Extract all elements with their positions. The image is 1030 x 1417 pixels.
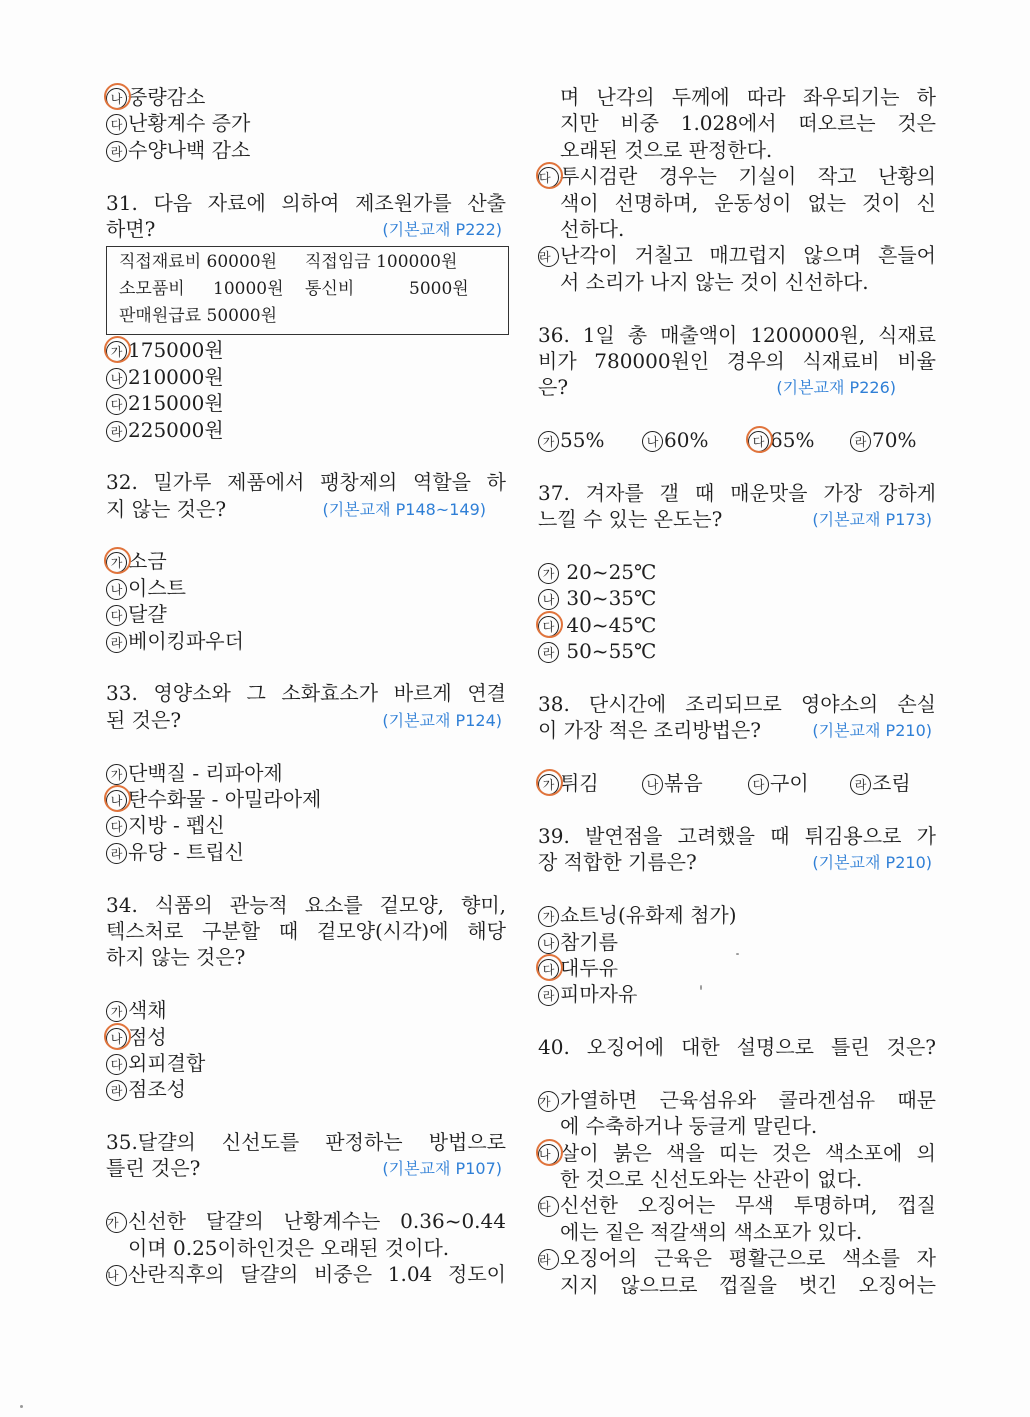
option-marker: 가 <box>538 906 559 927</box>
option-text: 달걀 <box>128 602 167 627</box>
table-row <box>119 276 508 303</box>
question-text-line <box>106 496 506 522</box>
question-37 <box>538 480 936 665</box>
option-marker: 다 <box>538 616 559 637</box>
table-cell: 판매원급료 50000원 <box>119 306 278 327</box>
option-text: 투시검란 경우는 기실이 작고 난황의 <box>560 164 936 189</box>
option-marker: 라 <box>538 985 559 1006</box>
question-text-line <box>106 707 506 733</box>
option-marker: 나 <box>106 368 127 389</box>
option-text: 피마자유 <box>560 982 638 1007</box>
option-marker: 가 <box>106 1001 127 1022</box>
option-text: 210000원 <box>128 364 224 389</box>
option-item <box>748 427 814 453</box>
question-text: 36. 1일 총 매출액이 1200000원, 식재료 <box>538 322 936 347</box>
option-marker: 다 <box>748 774 769 795</box>
question-35-continued <box>538 84 936 295</box>
option-text: 며 난각의 두께에 따라 좌우되기는 하 <box>560 85 936 109</box>
option-item <box>850 427 916 453</box>
option-text: 난각이 거칠고 매끄럽지 않으며 흔들어 <box>560 243 936 268</box>
option-text: 색이 선명하며, 운동성이 없는 것이 신 <box>560 190 936 215</box>
option-item <box>538 902 936 928</box>
textbook-reference: (기본교재 P107) <box>382 1159 502 1179</box>
option-marker: 가 <box>106 1212 127 1233</box>
question-text: 37. 겨자를 갤 때 매운맛을 가장 강하게 <box>538 480 936 505</box>
option-item <box>106 1076 506 1102</box>
option-marker: 다 <box>538 167 559 188</box>
option-item <box>642 770 703 796</box>
option-marker: 가 <box>538 774 559 795</box>
question-text-line <box>538 849 936 875</box>
option-item <box>538 1140 936 1166</box>
option-marker: 가 <box>538 431 559 452</box>
option-marker: 라 <box>850 774 871 795</box>
option-text: 참기름 <box>560 929 618 954</box>
option-item <box>538 242 936 268</box>
question-text-line <box>538 374 936 400</box>
option-marker: 라 <box>106 843 127 864</box>
option-text: 구이 <box>770 771 809 796</box>
option-marker: 가 <box>106 341 127 362</box>
option-marker: 나 <box>642 774 663 795</box>
textbook-reference: (기본교재 P173) <box>812 510 932 530</box>
option-marker: 가 <box>538 563 559 584</box>
scan-speck <box>736 953 739 955</box>
question-33 <box>106 680 506 865</box>
option-item <box>106 1024 506 1050</box>
option-marker: 다 <box>106 1054 127 1075</box>
option-item <box>642 427 708 453</box>
option-item <box>106 417 506 443</box>
option-item <box>106 601 506 627</box>
option-text: 외피결합 <box>128 1050 206 1075</box>
option-marker: 나 <box>106 579 127 600</box>
q30-options <box>106 84 506 163</box>
option-item <box>538 1087 936 1113</box>
option-item <box>538 559 936 585</box>
option-item <box>538 612 936 638</box>
option-marker: 라 <box>106 421 127 442</box>
question-text: 비가 780000원인 경우의 식재료비 비율 <box>538 348 936 373</box>
right-column <box>538 84 936 1298</box>
option-text: 신선한 달걀의 난황계수는 0.36~0.44 <box>128 1209 506 1234</box>
option-text: 볶음 <box>664 771 703 796</box>
option-text: 225000원 <box>128 417 224 442</box>
option-marker: 나 <box>106 1028 127 1049</box>
option-text: 튀김 <box>560 771 599 796</box>
option-text: 단백질 - 리파아제 <box>128 760 283 785</box>
table-cell: 소모품비 <box>119 279 185 300</box>
textbook-reference: (기본교재 P210) <box>812 853 932 873</box>
option-item <box>538 1245 936 1271</box>
table-cell: 통신비 <box>305 279 355 300</box>
option-text: 오래된 것으로 판정한다. <box>560 137 773 162</box>
option-text: 산란직후의 달걀의 비중은 1.04 정도이 <box>128 1262 506 1287</box>
question-text: 된 것은? <box>106 707 182 732</box>
question-text: 35.달걀의 신선도를 판정하는 방법으로 <box>106 1130 506 1155</box>
option-item <box>538 770 599 796</box>
table-row <box>119 249 508 276</box>
table-cell: 5000원 <box>409 279 469 300</box>
option-text: 소금 <box>128 549 167 574</box>
option-marker: 다 <box>106 394 127 415</box>
option-item <box>538 929 936 955</box>
question-36 <box>538 322 936 454</box>
option-marker: 다 <box>538 959 559 980</box>
option-marker: 라 <box>538 1249 559 1270</box>
option-marker: 다 <box>538 1196 559 1217</box>
option-item <box>106 812 506 838</box>
question-text: 느낄 수 있는 온도는? <box>538 507 723 532</box>
option-marker: 나 <box>538 1144 559 1165</box>
textbook-reference: (기본교재 P226) <box>776 378 896 398</box>
question-text: 31. 다음 자료에 의하여 제조원가를 산출 <box>106 190 506 215</box>
scan-speck <box>20 1405 23 1408</box>
option-text: 215000원 <box>128 391 224 416</box>
option-item <box>106 575 506 601</box>
option-item <box>538 585 936 611</box>
option-item <box>106 548 506 574</box>
question-text: 33. 영양소와 그 소화효소가 바르게 연결 <box>106 681 506 706</box>
option-text: 50~55℃ <box>560 639 657 664</box>
option-text: 이스트 <box>128 575 186 600</box>
option-text: 중량감소 <box>128 85 206 109</box>
option-text: 탄수화물 - 아밀라아제 <box>128 786 322 811</box>
option-text: 선하다. <box>560 216 625 241</box>
option-text: 지지 않으므로 껍질을 벗긴 오징어는 <box>560 1272 936 1297</box>
option-item <box>106 84 506 110</box>
option-item <box>106 1261 506 1287</box>
option-text: 쇼트닝(유화제 첨가) <box>560 903 737 928</box>
option-marker: 나 <box>642 431 663 452</box>
question-text-line <box>538 506 936 532</box>
inline-options <box>538 427 936 453</box>
option-marker: 나 <box>538 589 559 610</box>
table-cell: 직접재료비 60000원 <box>119 252 278 273</box>
option-marker: 다 <box>106 605 127 626</box>
option-text: 오징어의 근육은 평활근으로 색소를 자 <box>560 1246 936 1271</box>
question-34 <box>106 892 506 1103</box>
option-text: 이며 0.25이하인것은 오래된 것이다. <box>128 1235 450 1260</box>
option-item <box>538 427 604 453</box>
question-31 <box>106 190 506 443</box>
option-item <box>106 337 506 363</box>
table-cell: 10000원 <box>213 279 284 300</box>
question-text: 하면? <box>106 216 156 241</box>
option-text: 175000원 <box>128 338 224 363</box>
question-text: 38. 단시간에 조리되므로 영야소의 손실 <box>538 691 936 716</box>
option-marker: 가 <box>538 1091 559 1112</box>
option-item <box>106 839 506 865</box>
option-item <box>106 1208 506 1234</box>
option-text: 살이 붉은 색을 띠는 것은 색소포에 의 <box>560 1140 936 1165</box>
option-marker: 라 <box>106 1080 127 1101</box>
textbook-reference: (기본교재 P210) <box>812 721 932 741</box>
option-marker: 라 <box>538 246 559 267</box>
option-text: 에는 짙은 적갈색의 색소포가 있다. <box>560 1219 863 1244</box>
option-text: 조림 <box>872 771 911 796</box>
question-32 <box>106 469 506 654</box>
question-text: 40. 오징어에 대한 설명으로 틀린 것은? <box>538 1035 936 1060</box>
question-text: 이 가장 적은 조리방법은? <box>538 718 761 743</box>
option-text: 서 소리가 나지 않는 것이 신선하다. <box>560 269 869 294</box>
option-marker: 다 <box>106 816 127 837</box>
option-marker: 라 <box>850 431 871 452</box>
question-text: 하지 않는 것은? <box>106 945 246 970</box>
option-text: 30~35℃ <box>560 586 657 611</box>
option-marker: 라 <box>106 632 127 653</box>
option-marker: 라 <box>538 642 559 663</box>
option-marker: 다 <box>748 431 769 452</box>
textbook-reference: (기본교재 P148~149) <box>322 499 486 519</box>
option-text: 20~25℃ <box>560 560 657 585</box>
option-marker: 가 <box>106 764 127 785</box>
question-text: 텍스처로 구분할 때 겉모양(시각)에 해당 <box>106 918 506 943</box>
option-text: 대두유 <box>560 955 618 980</box>
option-item <box>106 997 506 1023</box>
option-item <box>106 364 506 390</box>
question-text: 틀린 것은? <box>106 1156 201 1181</box>
option-text: 난황계수 증가 <box>128 111 251 136</box>
option-text: 수양나백 감소 <box>128 137 251 162</box>
option-item <box>106 110 506 136</box>
question-40 <box>538 1034 936 1298</box>
inline-options <box>538 770 936 796</box>
option-marker: 나 <box>106 790 127 811</box>
option-marker: 나 <box>106 88 127 109</box>
option-text: 가열하면 근육섬유와 콜라겐섬유 때문 <box>560 1087 936 1112</box>
option-text: 베이킹파우더 <box>128 628 244 653</box>
question-text: 장 적합한 기름은? <box>538 850 697 875</box>
option-item <box>106 390 506 416</box>
option-text: 에 수축하거나 둥글게 말린다. <box>560 1114 818 1139</box>
option-text: 신선한 오징어는 무색 투명하며, 껍질 <box>560 1193 936 1218</box>
table-cell: 직접임금 100000원 <box>305 252 458 273</box>
option-text: 지방 - 펩신 <box>128 813 225 838</box>
option-item <box>538 955 936 981</box>
option-item <box>748 770 809 796</box>
question-text: 은? <box>538 375 569 400</box>
option-item <box>850 770 911 796</box>
question-text: 34. 식품의 관능적 요소를 겉모양, 향미, <box>106 892 506 917</box>
option-text: 색채 <box>128 998 167 1023</box>
option-text: 점조성 <box>128 1077 186 1102</box>
option-marker: 가 <box>106 552 127 573</box>
question-39 <box>538 823 936 1008</box>
option-text: 한 것으로 신선도와는 산관이 없다. <box>560 1167 863 1192</box>
option-item <box>106 628 506 654</box>
option-item <box>106 137 506 163</box>
option-text: 40~45℃ <box>560 612 657 637</box>
question-text-line <box>538 717 936 743</box>
option-item <box>538 163 936 189</box>
scan-speck <box>700 985 702 990</box>
option-text: 65% <box>770 428 815 453</box>
question-38 <box>538 691 936 797</box>
cost-data-table <box>106 246 509 335</box>
question-35 <box>106 1129 506 1287</box>
question-text: 32. 밀가루 제품에서 팽창제의 역할을 하 <box>106 470 506 495</box>
option-item <box>106 786 506 812</box>
option-item <box>106 760 506 786</box>
left-column <box>106 84 506 1287</box>
option-item <box>538 981 936 1007</box>
option-text: 점성 <box>128 1024 167 1049</box>
question-text: 지 않는 것은? <box>106 496 227 521</box>
option-text: 유당 - 트립신 <box>128 839 245 864</box>
question-text-line <box>106 216 506 242</box>
table-row <box>119 303 508 330</box>
option-marker: 라 <box>106 141 127 162</box>
option-marker: 나 <box>538 933 559 954</box>
option-text: 60% <box>664 428 709 453</box>
option-marker: 다 <box>106 114 127 135</box>
question-text: 39. 발연점을 고려했을 때 튀김용으로 가 <box>538 823 936 848</box>
option-text: 55% <box>560 428 605 453</box>
textbook-reference: (기본교재 P124) <box>382 710 502 730</box>
option-item <box>106 1050 506 1076</box>
option-item <box>538 638 936 664</box>
option-text: 지만 비중 1.028에서 떠오르는 것은 <box>560 111 936 136</box>
option-item <box>538 1192 936 1218</box>
option-marker: 나 <box>106 1265 127 1286</box>
question-text-line <box>106 1155 506 1181</box>
option-text: 70% <box>872 428 917 453</box>
textbook-reference: (기본교재 P222) <box>382 219 502 239</box>
